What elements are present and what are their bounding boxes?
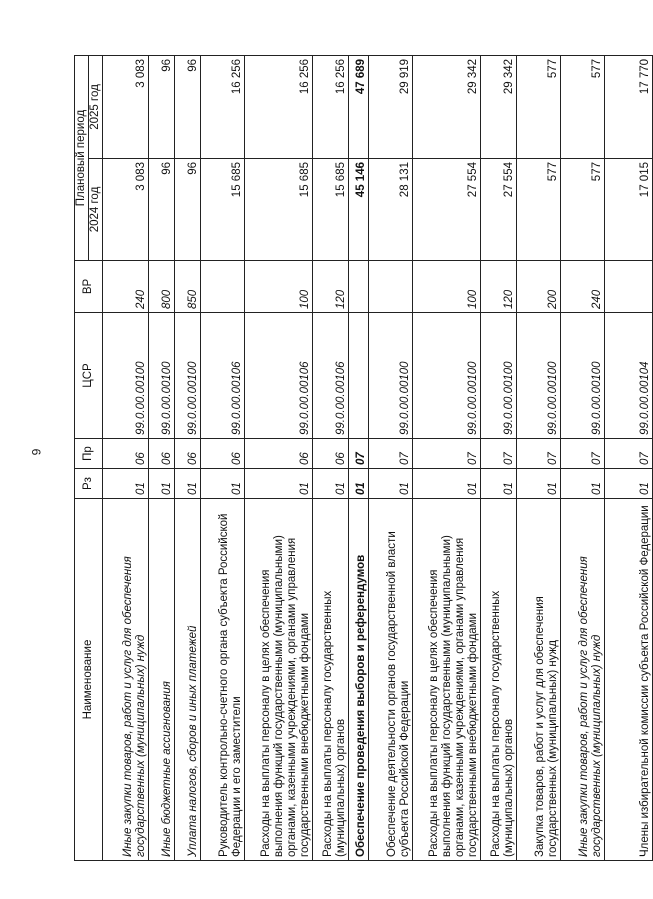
table-viewport [74,56,651,861]
cell-pr: 06 [149,439,175,469]
cell-2025: 96 [175,55,201,158]
cell-csr: 99.0.00.00100 [481,313,517,439]
cell-vr [605,261,653,313]
cell-name: Иные закупки товаров, работ и услуг для обеспечения государственных (муниципальных) нужд [561,499,605,861]
cell-name: Закупка товаров, работ и услуг для обеспечения государственных (муниципальных) нужд [517,499,561,861]
cell-2024: 28 131 [369,159,413,261]
cell-2025: 17 770 [605,55,653,158]
cell-pr: 06 [245,439,313,469]
cell-rz: 01 [313,469,349,499]
cell-name: Расходы на выплаты персоналу государственных (муниципальных) органов [313,499,349,861]
page-number: 6 [29,448,43,456]
cell-rz: 01 [369,469,413,499]
cell-2024: 15 685 [245,159,313,261]
cell-2025: 47 689 [349,55,369,158]
header-row-1 [75,55,89,860]
cell-vr: 100 [245,261,313,313]
cell-2024: 96 [149,159,175,261]
cell-csr: 99.0.00.00100 [103,313,149,439]
cell-pr: 07 [561,439,605,469]
cell-rz: 01 [605,469,653,499]
cell-vr: 850 [175,261,201,313]
cell-csr: 99.0.00.00104 [605,313,653,439]
cell-2025: 29 342 [481,55,517,158]
cell-vr: 120 [481,261,517,313]
cell-rz: 01 [175,469,201,499]
table-row [103,55,149,860]
table-body [103,55,653,860]
cell-rz: 01 [245,469,313,499]
table-row [517,55,561,860]
cell-csr: 99.0.00.00106 [201,313,245,439]
table-row [201,55,245,860]
cell-name: Расходы на выплаты персоналу государственных (муниципальных) органов [481,499,517,861]
cell-2025: 16 256 [313,55,349,158]
cell-vr: 200 [517,261,561,313]
budget-table [74,55,653,861]
cell-2024: 15 685 [313,159,349,261]
cell-pr: 07 [413,439,481,469]
cell-rz: 01 [349,469,369,499]
cell-pr: 06 [175,439,201,469]
cell-2024: 15 685 [201,159,245,261]
header-2024: 2024 год [89,159,103,261]
cell-csr: 99.0.00.00106 [245,313,313,439]
header-pr: Пр [75,439,103,469]
cell-rz: 01 [413,469,481,499]
cell-vr: 120 [313,261,349,313]
cell-2025: 96 [149,55,175,158]
cell-pr: 07 [517,439,561,469]
cell-name: Руководитель контрольно-счетного органа субъекта Российской Федерации и его заместители [201,499,245,861]
cell-csr: 99.0.00.00100 [175,313,201,439]
cell-2024: 3 083 [103,159,149,261]
cell-2024: 27 554 [481,159,517,261]
cell-2025: 29 342 [413,55,481,158]
cell-2025: 29 919 [369,55,413,158]
cell-pr: 07 [481,439,517,469]
table-row [369,55,413,860]
cell-2024: 27 554 [413,159,481,261]
cell-name: Иные закупки товаров, работ и услуг для обеспечения государственных (муниципальных) нужд [103,499,149,861]
cell-vr [349,261,369,313]
cell-vr: 800 [149,261,175,313]
cell-csr: 99.0.00.00100 [149,313,175,439]
cell-rz: 01 [201,469,245,499]
header-vr: ВР [75,261,103,313]
rotated-table-container [74,56,651,861]
table-row [413,55,481,860]
cell-2025: 577 [561,55,605,158]
cell-rz: 01 [103,469,149,499]
header-2025: 2025 год [89,55,103,158]
cell-csr: 99.0.00.00106 [313,313,349,439]
cell-csr: 99.0.00.00100 [413,313,481,439]
cell-2025: 577 [517,55,561,158]
cell-pr: 06 [201,439,245,469]
cell-rz: 01 [149,469,175,499]
header-name: Наименование [75,499,103,861]
table-row [149,55,175,860]
header-planned-period: Плановый период [75,55,89,260]
cell-vr: 240 [103,261,149,313]
cell-pr: 06 [103,439,149,469]
cell-2024: 17 015 [605,159,653,261]
cell-vr [201,261,245,313]
cell-pr: 07 [369,439,413,469]
cell-csr: 99.0.00.00100 [561,313,605,439]
header-rz: Рз [75,469,103,499]
cell-rz: 01 [481,469,517,499]
cell-2024: 45 146 [349,159,369,261]
cell-name: Обеспечение проведения выборов и референдумов [349,499,369,861]
cell-vr [369,261,413,313]
cell-2024: 577 [517,159,561,261]
table-row [349,55,369,860]
cell-csr [349,313,369,439]
cell-name: Обеспечение деятельности органов государственной власти субъекта Российской Федерации [369,499,413,861]
cell-name: Расходы на выплаты персоналу в целях обеспечения выполнения функций государственными (муниципальными) органами, казенными учреждениями, органами управления государственными внебюджетными фондами [245,499,313,861]
cell-2024: 96 [175,159,201,261]
table-row [605,55,653,860]
cell-name: Иные бюджетные ассигнования [149,499,175,861]
table-row [175,55,201,860]
cell-pr: 07 [349,439,369,469]
cell-2024: 577 [561,159,605,261]
cell-name: Уплата налогов, сборов и иных платежей [175,499,201,861]
cell-rz: 01 [517,469,561,499]
table-row [245,55,313,860]
table-row [481,55,517,860]
table-row [561,55,605,860]
cell-csr: 99.0.00.00100 [517,313,561,439]
header-csr: ЦСР [75,313,103,439]
cell-pr: 06 [313,439,349,469]
cell-vr: 100 [413,261,481,313]
cell-name: Члены избирательной комиссии субъекта Российской Федерации [605,499,653,861]
cell-vr: 240 [561,261,605,313]
cell-name: Расходы на выплаты персоналу в целях обеспечения выполнения функций государственными (муниципальными) органами, казенными учреждениями, органами управления государственными внебюджетными фондами [413,499,481,861]
cell-2025: 3 083 [103,55,149,158]
cell-pr: 07 [605,439,653,469]
cell-2025: 16 256 [245,55,313,158]
table-row [313,55,349,860]
cell-2025: 16 256 [201,55,245,158]
cell-csr: 99.0.00.00100 [369,313,413,439]
cell-rz: 01 [561,469,605,499]
